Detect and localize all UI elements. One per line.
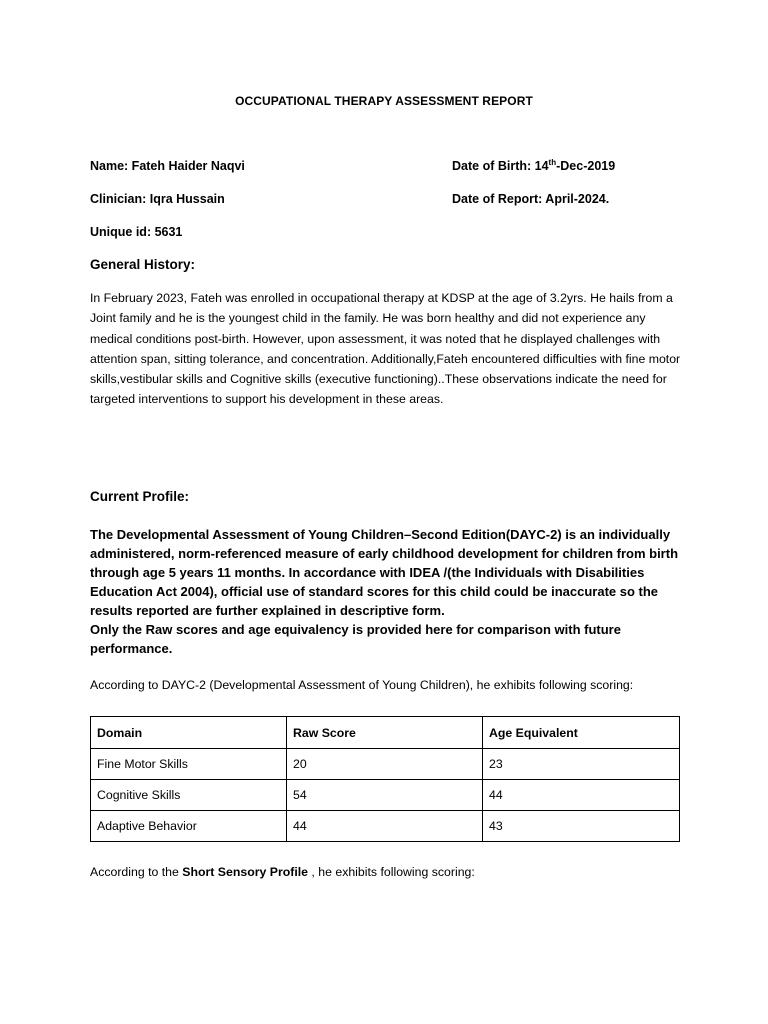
dob-text: Date of Birth: 14 bbox=[452, 159, 549, 173]
raw-score-cell: 54 bbox=[287, 780, 483, 811]
dayc-paragraph: The Developmental Assessment of Young Children–Second Edition(DAYC-2) is an individually administered, norm-referenced measure of early childhood development for children from birth through age 5 years 11 months. In accordance with IDEA /(the Individuals with Disabilities Education Act 2004), official use of standard scores for this child could be inaccurate so the results reported are further explained in descriptive form. bbox=[90, 527, 679, 618]
raw-score-cell: 44 bbox=[287, 811, 483, 842]
report-date: Date of Report: April-2024. bbox=[452, 192, 610, 206]
date-of-birth bbox=[452, 159, 615, 173]
general-history-heading: General History: bbox=[90, 257, 196, 272]
dob-rest: -Dec-2019 bbox=[556, 159, 616, 173]
header-domain: Domain bbox=[91, 717, 287, 749]
header-raw-score: Raw Score bbox=[287, 717, 483, 749]
dayc-description bbox=[90, 525, 680, 658]
dayc-intro: According to DAYC-2 (Developmental Assessment of Young Children), he exhibits following scoring: bbox=[90, 678, 634, 692]
table-row bbox=[91, 749, 680, 780]
table-row bbox=[91, 780, 680, 811]
general-history-paragraph: In February 2023, Fateh was enrolled in occupational therapy at KDSP at the age of 3.2yrs. He hails from a Joint family and he is the youngest child in the family. He was born healthy and did not experience any medical conditions post-birth. However, upon assessment, it was noted that he displayed challenges with attention span, sitting tolerance, and concentration. Additionally,Fateh encountered difficulties with fine motor skills,vestibular skills and Cognitive skills (executive functioning)..These observations indicate the need for targeted interventions to support his development in these areas. bbox=[90, 291, 681, 407]
report-title: OCCUPATIONAL THERAPY ASSESSMENT REPORT bbox=[235, 94, 533, 108]
table-header-row bbox=[91, 717, 680, 749]
current-profile-heading: Current Profile: bbox=[90, 489, 190, 504]
raw-scores-note: Only the Raw scores and age equivalency is provided here for comparison with future performance. bbox=[90, 622, 621, 656]
raw-score-cell: 20 bbox=[287, 749, 483, 780]
sensory-profile-intro bbox=[90, 865, 475, 879]
age-equivalent-cell: 44 bbox=[483, 780, 680, 811]
clinician: Clinician: Iqra Hussain bbox=[90, 192, 225, 206]
dob-ordinal: th bbox=[548, 158, 557, 167]
domain-cell: Adaptive Behavior bbox=[91, 811, 287, 842]
domain-cell: Fine Motor Skills bbox=[91, 749, 287, 780]
age-equivalent-cell: 43 bbox=[483, 811, 680, 842]
domain-cell: Cognitive Skills bbox=[91, 780, 287, 811]
header-age-equivalent: Age Equivalent bbox=[483, 717, 680, 749]
unique-id: Unique id: 5631 bbox=[90, 225, 183, 239]
sensory-intro-pre: According to the bbox=[90, 865, 183, 879]
sensory-intro-post: , he exhibits following scoring: bbox=[308, 865, 475, 879]
age-equivalent-cell: 23 bbox=[483, 749, 680, 780]
sensory-profile-name: Short Sensory Profile bbox=[182, 865, 309, 879]
patient-name: Name: Fateh Haider Naqvi bbox=[90, 159, 245, 173]
table-row bbox=[91, 811, 680, 842]
general-history-text bbox=[90, 288, 682, 410]
scores-table bbox=[90, 716, 680, 842]
